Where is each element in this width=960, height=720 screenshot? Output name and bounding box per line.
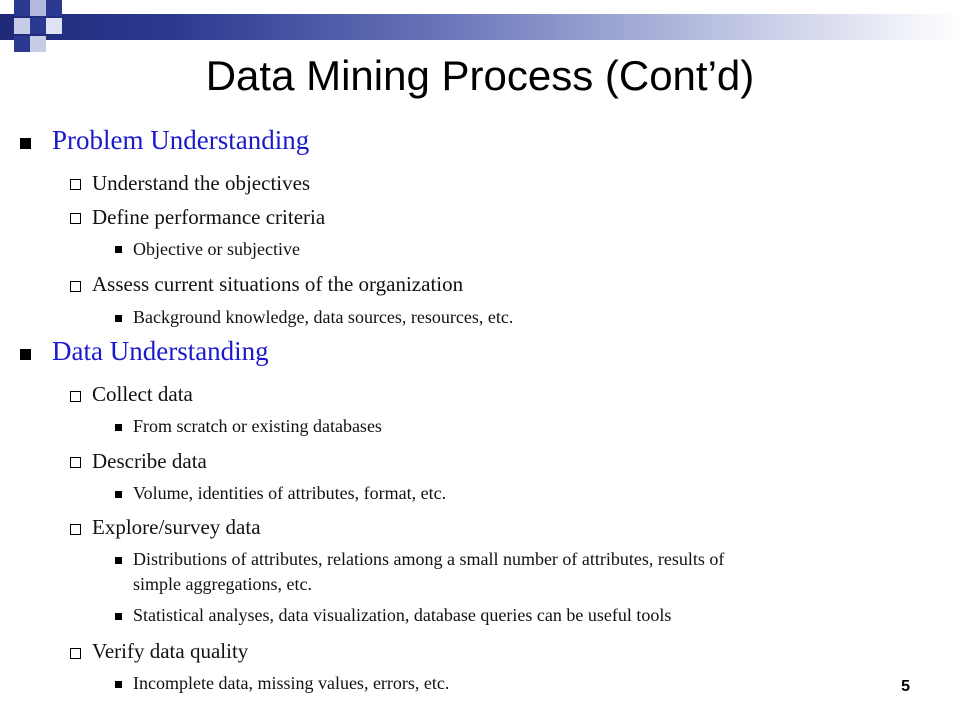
level3-bullet — [115, 681, 122, 688]
level2-box-bullet — [70, 648, 81, 659]
list-item: Define performance criteria — [92, 205, 326, 229]
page-number: 5 — [901, 678, 910, 695]
level3-bullet — [115, 315, 122, 322]
list-subitem: Volume, identities of attributes, format, etc. — [133, 483, 447, 503]
list-item: Verify data quality — [92, 639, 249, 663]
level1-bullet — [20, 349, 31, 360]
slide-title: Data Mining Process (Cont’d) — [205, 52, 755, 99]
level3-bullet — [115, 424, 122, 431]
list-subitem-continuation: simple aggregations, etc. — [133, 574, 312, 594]
list-subitem: Background knowledge, data sources, resources, etc. — [133, 307, 514, 327]
level2-box-bullet — [70, 391, 81, 402]
section-heading: Data Understanding — [52, 336, 269, 366]
level2-box-bullet — [70, 524, 81, 535]
list-item: Collect data — [92, 382, 193, 406]
level3-bullet — [115, 557, 122, 564]
list-subitem: Objective or subjective — [133, 239, 300, 259]
section-heading: Problem Understanding — [52, 125, 310, 155]
list-item: Describe data — [92, 449, 207, 473]
level3-bullet — [115, 246, 122, 253]
list-subitem: Incomplete data, missing values, errors, etc. — [133, 673, 450, 693]
level1-bullet — [20, 138, 31, 149]
list-subitem: From scratch or existing databases — [133, 416, 382, 436]
list-subitem: Distributions of attributes, relations among a small number of attributes, results of — [133, 549, 725, 569]
level2-box-bullet — [70, 281, 81, 292]
list-item: Explore/survey data — [92, 515, 261, 539]
list-item: Understand the objectives — [92, 171, 311, 195]
level2-box-bullet — [70, 213, 81, 224]
level3-bullet — [115, 613, 122, 620]
level3-bullet — [115, 491, 122, 498]
list-item: Assess current situations of the organization — [92, 272, 464, 296]
level2-box-bullet — [70, 179, 81, 190]
list-subitem: Statistical analyses, data visualization, database queries can be useful tools — [133, 605, 672, 625]
level2-box-bullet — [70, 457, 81, 468]
